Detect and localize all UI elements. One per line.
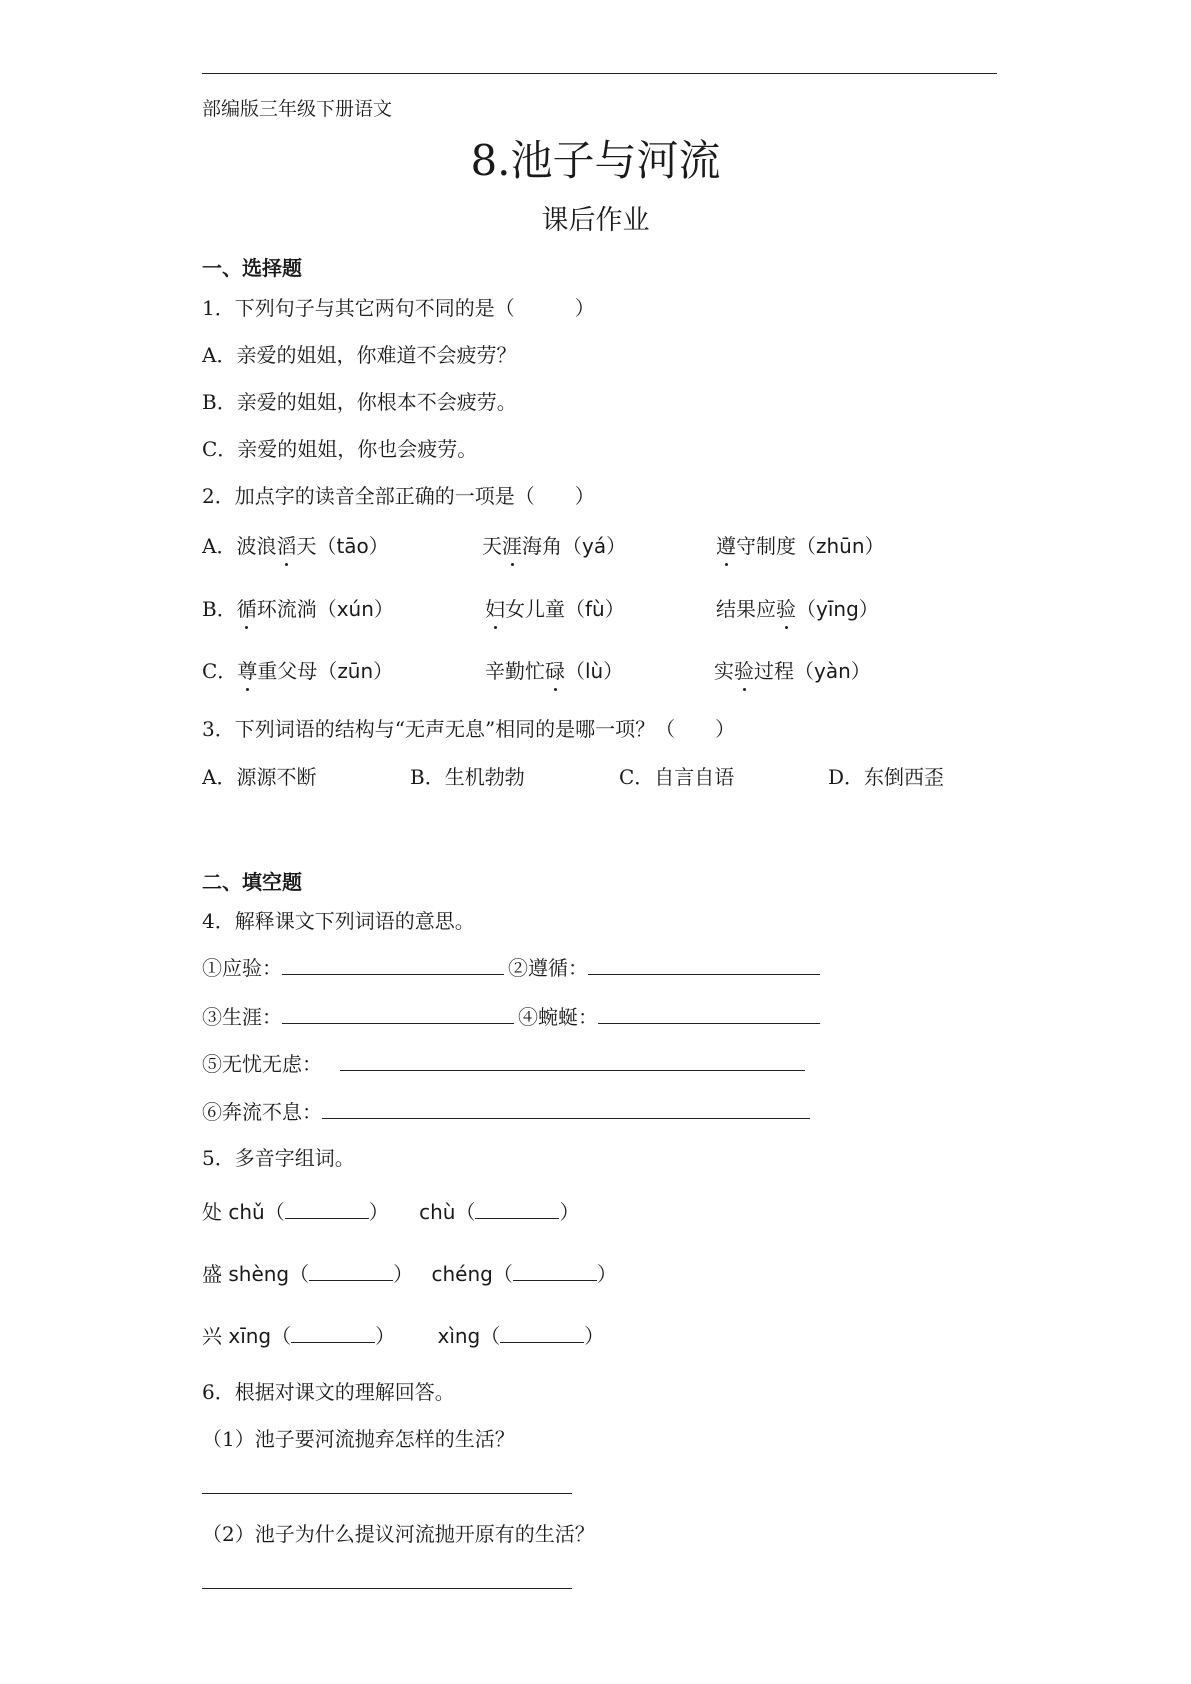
question-1-option-b: B．亲爱的姐姐，你根本不会疲劳。 <box>202 390 517 414</box>
q2-word-post: 海角 <box>522 534 562 558</box>
q2-pinyin: xún <box>336 597 374 621</box>
q2-item: A．波浪滔天（tāo） <box>202 530 389 559</box>
q2-dotted-char: 碌 <box>545 655 565 684</box>
question-4-stem: 4．解释课文下列词语的意思。 <box>202 909 475 933</box>
question-3-option-a: A．源源不断 <box>202 765 317 789</box>
question-3-option-b: B．生机勃勃 <box>410 765 525 789</box>
q2-dotted-char: 循 <box>237 593 257 622</box>
q5-pinyin: chéng <box>431 1262 493 1286</box>
q2-pinyin: yá <box>582 534 607 558</box>
q2-pinyin: tāo <box>336 534 369 558</box>
answer-blank <box>340 1050 805 1071</box>
q4-item-2 <box>508 952 820 981</box>
q2-word-pre: 辛勤忙 <box>485 659 545 683</box>
q2-word-pre: 结果应 <box>716 597 776 621</box>
question-6-sub-1: （1）池子要河流抛弃怎样的生活？ <box>202 1427 515 1451</box>
q2-pinyin: zhūn <box>816 534 865 558</box>
q4-item-3 <box>202 1001 514 1030</box>
q2-dotted-char: 尊 <box>237 655 257 684</box>
q2-item: 天涯海角（yá） <box>482 530 626 559</box>
q2-word-post: 守制度 <box>736 534 796 558</box>
page-subtitle: 课后作业 <box>541 205 650 236</box>
q2-pinyin: yàn <box>814 659 851 683</box>
answer-line <box>202 1588 572 1589</box>
q4-term: ③生涯： <box>202 1005 282 1029</box>
q2-dotted-char: 验 <box>776 593 796 622</box>
answer-blank <box>513 1262 597 1281</box>
q2-item: B．循环流淌（xún） <box>202 593 394 622</box>
question-6-stem: 6．根据对课文的理解回答。 <box>202 1380 455 1404</box>
answer-blank <box>500 1324 584 1343</box>
answer-blank <box>309 1262 393 1281</box>
question-1-stem: 1．下列句子与其它两句不同的是（ ） <box>202 296 595 320</box>
answer-blank <box>282 1003 514 1024</box>
q2-dotted-char: 涯 <box>502 530 522 559</box>
header-text: 部编版三年级下册语文 <box>202 98 393 120</box>
q2-pinyin: yīng <box>816 597 859 621</box>
q2-dotted-char: 验 <box>734 655 754 684</box>
q2-label: B． <box>202 597 237 621</box>
question-1-option-a: A．亲爱的姐姐，你难道不会疲劳？ <box>202 343 517 367</box>
q4-term: ⑥奔流不息： <box>202 1100 322 1124</box>
question-2-stem: 2．加点字的读音全部正确的一项是（ ） <box>202 484 595 508</box>
section-heading-fill: 二、填空题 <box>202 870 302 894</box>
q2-item: 遵守制度（zhūn） <box>716 530 885 559</box>
answer-blank <box>291 1324 375 1343</box>
q4-item-6 <box>202 1096 810 1125</box>
q5-char: 兴 <box>202 1324 222 1348</box>
question-3-option-c: C．自言自语 <box>619 765 735 789</box>
q2-item: 实验过程（yàn） <box>714 655 871 684</box>
answer-blank <box>598 1003 820 1024</box>
q2-word-post: 天 <box>296 534 317 558</box>
q5-pinyin: xīng <box>228 1324 272 1348</box>
q2-word-post: 重父母 <box>257 659 318 683</box>
q2-item: 妇女儿童（fù） <box>485 593 625 622</box>
q2-label: C． <box>202 659 238 683</box>
q2-pinyin: lù <box>585 659 604 683</box>
answer-line <box>202 1493 572 1494</box>
q5-pinyin: chù <box>419 1200 456 1224</box>
q5-row-3: 兴 xīng（ ） xìng（ ） <box>202 1324 605 1348</box>
q5-pinyin: chǔ <box>228 1200 265 1224</box>
question-1-option-c: C．亲爱的姐姐，你也会疲劳。 <box>202 437 478 461</box>
question-3-option-d: D．东倒西歪 <box>828 765 945 789</box>
question-3-stem: 3．下列词语的结构与“无声无息”相同的是哪一项？（ ） <box>202 717 736 741</box>
q2-pinyin: zūn <box>337 659 374 683</box>
answer-blank <box>475 1200 559 1219</box>
q2-word-post: 过程 <box>754 659 794 683</box>
q2-word-post: 女儿童 <box>505 597 565 621</box>
q5-pinyin: xìng <box>437 1324 481 1348</box>
question-5-stem: 5．多音字组词。 <box>202 1146 355 1170</box>
answer-blank <box>322 1098 810 1119</box>
q4-term: ①应验： <box>202 956 282 980</box>
q2-word-post: 环流淌 <box>256 597 317 621</box>
q4-item-5 <box>202 1048 805 1077</box>
q4-item-1 <box>202 952 504 981</box>
q5-char: 处 <box>202 1200 222 1224</box>
q4-term: ②遵循： <box>508 956 588 980</box>
answer-blank <box>282 954 504 975</box>
section-heading-choice: 一、选择题 <box>202 256 302 280</box>
q4-item-4 <box>518 1001 820 1030</box>
q2-item: 辛勤忙碌（lù） <box>485 655 623 684</box>
answer-blank <box>285 1200 369 1219</box>
q5-char: 盛 <box>202 1262 222 1286</box>
q5-row-1: 处 chǔ（ ） chù（ ） <box>202 1200 580 1224</box>
q5-pinyin: shèng <box>228 1262 290 1286</box>
q2-pinyin: fù <box>585 597 605 621</box>
q4-term: ⑤无忧无虑： <box>202 1052 322 1076</box>
q2-dotted-char: 滔 <box>276 530 296 559</box>
q2-label: A． <box>202 534 237 558</box>
q2-item: 结果应验（yīng） <box>716 593 879 622</box>
header-rule <box>202 73 997 74</box>
answer-blank <box>588 954 820 975</box>
q2-word-pre: 天 <box>482 534 502 558</box>
question-6-sub-2: （2）池子为什么提议河流抛开原有的生活？ <box>202 1522 595 1546</box>
q2-dotted-char: 遵 <box>716 530 736 559</box>
q2-word-pre: 实 <box>714 659 734 683</box>
page-title: 8.池子与河流 <box>470 136 721 185</box>
q4-term: ④蜿蜒： <box>518 1005 598 1029</box>
q2-dotted-char: 妇 <box>485 593 505 622</box>
q5-row-2: 盛 shèng（ ） chéng（ ） <box>202 1262 617 1286</box>
q2-word-pre: 波浪 <box>236 534 277 558</box>
q2-item: C．尊重父母（zūn） <box>202 655 393 684</box>
